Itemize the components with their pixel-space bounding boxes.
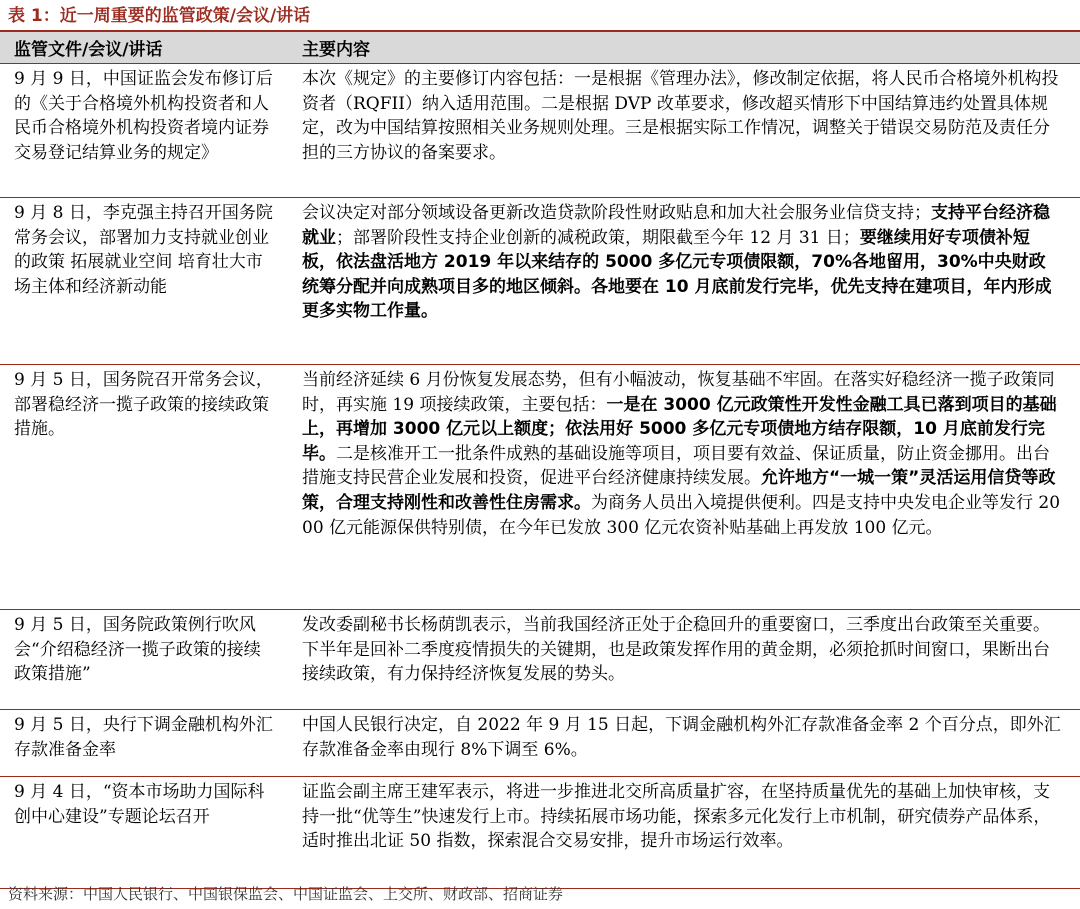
table-row bbox=[0, 710, 1080, 777]
table-row bbox=[0, 365, 1080, 610]
source-note: 资料来源：中国人民银行、中国银保监会、中国证监会、上交所、财政部、招商证券 bbox=[8, 885, 564, 903]
content-text: 二是核准开工一批条件成熟的基础设施等项目，项目要有效益、保证质量，防止资金挪用。出台措施支持民营企业发展和投资，促进平台经济健康持续发展。 bbox=[302, 443, 1050, 489]
content-text-bold: 一是在 3000 亿元政策性开发性金融工具已落到项目的基础上，再增加 3000 亿元以上额度；依法用好 5000 多亿元专项债地方结存限额，10 月底前发行完毕。 bbox=[302, 394, 1057, 464]
content-text-bold: 支持平台经济稳就业 bbox=[302, 203, 1050, 248]
table-header-row bbox=[0, 32, 1080, 64]
table-row bbox=[0, 777, 1080, 889]
table-row bbox=[0, 610, 1080, 710]
content-text: 本次《规定》的主要修订内容包括：一是根据《管理办法》，修改制定依据，将人民币合格境外机构投资者（RQFII）纳入适用范围。二是根据 DVP 改革要求，修改超买情形下中国结算违约处置具体规定，改为中国结算按照相关业务规则处理。三是根据实际工作情况，调整关于错误交易防范及责任分担的三方协议的备案要求。 bbox=[302, 69, 1059, 163]
policy-table bbox=[0, 32, 1080, 889]
content-text: 当前经济延续 6 月份恢复发展态势，但有小幅波动，恢复基础不牢固。在落实好稳经济一揽子政策同时，再实施 19 项接续政策，主要包括： bbox=[302, 370, 1055, 415]
content-text: 证监会副主席王建军表示，将进一步推进北交所高质量扩容，在坚持质量优先的基础上加快审核，支持一批“优等生”快速发行上市。持续拓展市场功能，探索多元化发行上市机制，研究债券产品体系，适时推出北证 50 指数，探索混合交易安排，提升市场运行效率。 bbox=[302, 782, 1051, 852]
content-text-bold: 要继续用好专项债补短板，依法盘活地方 2019 年以来结存的 5000 多亿元专项债限额，70%各地留用，30%中央财政统筹分配并向成熟项目多的地区倾斜。各地要在 10 月底前发行完毕，优先支持在建项目，年内形成更多实物工作量。 bbox=[302, 227, 1052, 322]
content-text: 为商务人员出入境提供便利。四是支持中央发电企业等发行 2000 亿元能源保供特别债，在今年已发放 300 亿元农资补贴基础上再发放 100 亿元。 bbox=[302, 492, 1061, 538]
event-cell: 9 月 8 日，李克强主持召开国务院常务会议，部署加力支持就业创业的政策 拓展就业空间 培育壮大市场主体和经济新动能 bbox=[14, 203, 273, 297]
content-cell bbox=[290, 64, 1080, 198]
event-cell: 9 月 5 日，国务院政策例行吹风会“介绍稳经济一揽子政策的接续政策措施” bbox=[14, 615, 261, 685]
header-event: 监管文件/会议/讲话 bbox=[0, 32, 290, 64]
content-cell bbox=[290, 777, 1080, 889]
table-caption: 表 1：近一周重要的监管政策/会议/讲话 bbox=[8, 6, 311, 26]
content-text: ；部署阶段性支持企业创新的减税政策，期限截至今年 12 月 31 日； bbox=[336, 227, 860, 248]
content-text: 发改委副秘书长杨荫凯表示，当前我国经济正处于企稳回升的重要窗口，三季度出台政策至关重要。下半年是回补二季度疫情损失的关键期，也是政策发挥作用的黄金期，必须抢抓时间窗口，果断出台接续政策，有力保持经济恢复发展的势头。 bbox=[302, 615, 1050, 685]
content-text: 中国人民银行决定，自 2022 年 9 月 15 日起，下调金融机构外汇存款准备金率 2 个百分点，即外汇存款准备金率由现行 8%下调至 6%。 bbox=[302, 715, 1061, 760]
content-cell bbox=[290, 198, 1080, 365]
content-text: 会议决定对部分领域设备更新改造贷款阶段性财政贴息和加大社会服务业信贷支持； bbox=[302, 203, 931, 223]
header-content: 主要内容 bbox=[290, 32, 1080, 64]
content-cell bbox=[290, 365, 1080, 610]
event-cell: 9 月 5 日，央行下调金融机构外汇存款准备金率 bbox=[14, 715, 273, 760]
content-cell bbox=[290, 610, 1080, 710]
table-row bbox=[0, 198, 1080, 365]
event-cell: 9 月 5 日，国务院召开常务会议，部署稳经济一揽子政策的接续政策措施。 bbox=[14, 370, 273, 440]
event-cell: 9 月 4 日，“资本市场助力国际科创中心建设”专题论坛召开 bbox=[14, 782, 265, 827]
content-cell bbox=[290, 710, 1080, 777]
table-row bbox=[0, 64, 1080, 198]
event-cell: 9 月 9 日，中国证监会发布修订后的《关于合格境外机构投资者和人民币合格境外机构投资者境内证券交易登记结算业务的规定》 bbox=[14, 69, 273, 163]
content-text-bold: 允许地方“一城一策”灵活运用信贷等政策，合理支持刚性和改善性住房需求。 bbox=[302, 468, 1056, 513]
